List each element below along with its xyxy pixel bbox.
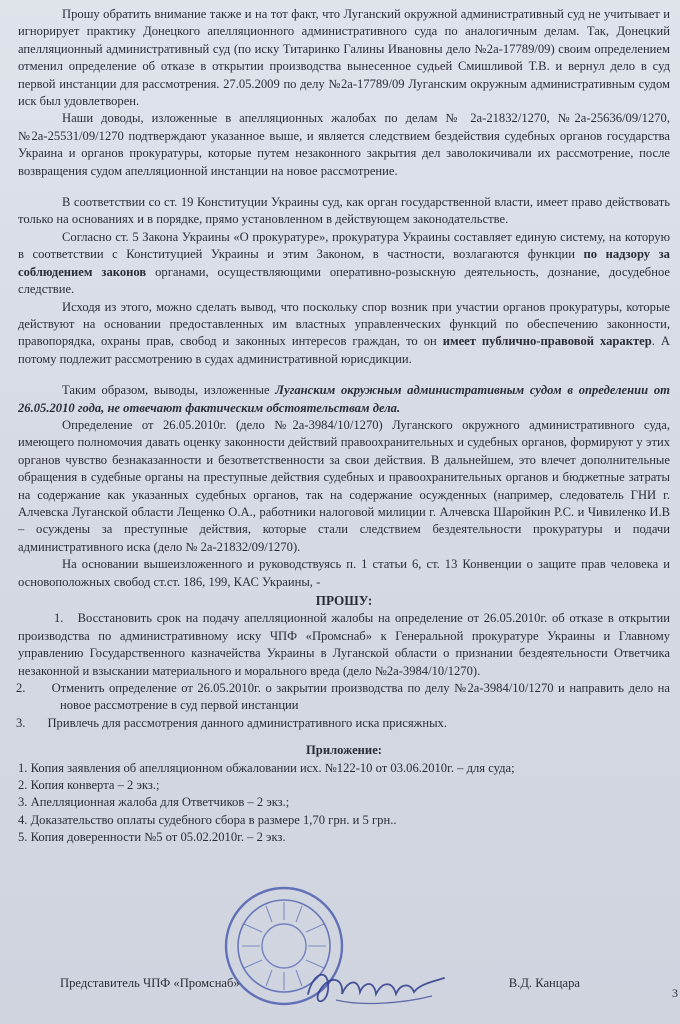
request-list (18, 610, 670, 732)
attachment-item: 1. Копия заявления об апелляционном обжаловании исх. №122-10 от 03.06.2010г. – для суда; (18, 760, 515, 775)
attachment-item: 2. Копия конверта – 2 экз.; (18, 778, 160, 793)
paragraph-conclusion: Исходя из этого, можно сделать вывод, что поскольку спор возник при участии органов прокуратуры, которые действуют на основании предоставленных им властных управленческих функций по обеспечению законности, правопорядка, охраны прав, свобод и законных интересов граждан, то он имеет публично-правовой характер. А потому подлежит рассмотрению в судах административной юрисдикции. (18, 299, 670, 366)
attachment-item: 5. Копия доверенности №5 от 05.02.2010г. – 2 экз. (18, 830, 286, 845)
request-item: 2. Отменить определение от 26.05.2010г. о закрытии производства по делу №2а-3984/10/1270 и направить дело на новое рассмотрение в суд первой инстанции (16, 681, 670, 713)
attachment-item: 3. Апелляционная жалоба для Ответчиков – 2 экз.; (18, 795, 290, 810)
attachment-item: 4. Доказательство оплаты судебного сбора в размере 1,70 грн. и 5 грн.. (18, 812, 397, 827)
attachments-title: Приложение: (306, 743, 382, 758)
signer-name: В.Д. Канцара (508, 976, 580, 990)
request-item: 3. Привлечь для рассмотрения данного административного иска присяжных. (16, 715, 448, 730)
page-number: 3 (672, 986, 678, 1000)
paragraph-constitution: В соответствии со ст. 19 Конституции Украины суд, как орган государственной власти, имеет право действовать только на основаниях и в порядке, прямо установленном в действующем законодательстве. (18, 195, 670, 227)
paragraph-basis: На основании вышеизложенного и руководствуясь п. 1 статьи 6, ст. 13 Конвенции о защите прав человека и основоположных свобод ст.ст. 186, 199, КАС Украины, - (18, 557, 670, 589)
request-item: 1. Восстановить срок на подачу апелляционной жалобы на определение от 26.05.2010г. об отказе в открытии производства по административному иску ЧПФ «Промснаб» к Генеральной прокуратуре Украины и Главному управлению Государственного казначейства Украины в Луганской области о признании бездеятельности Ответчика незаконной и взыскании материального и морального вреда (дело №2а-3984/10/1270). (18, 611, 670, 678)
emphasis-public-law: имеет публично-правовой характер (442, 334, 652, 349)
paragraph-summary: Таким образом, выводы, изложенные Луганским окружным административным судом в определении от 26.05.2010 года, не отвечают фактическим обстоятельствам дела. (18, 383, 670, 415)
paragraph-prosecutor-law: Согласно ст. 5 Закона Украины «О прокуратуре», прокуратура Украины составляет единую систему, на которую в соответствии с Конституцией Украины и этим Законом, в частности, возлагаются функции по надзору за соблюдением законов органами, осуществляющими оперативно-розыскную деятельность, дознание, досудебное следствие. (18, 229, 670, 297)
emphasis-supervision: по надзору за соблюдением законов (18, 247, 670, 279)
paragraph-practice: Прошу обратить внимание также и на тот факт, что Луганский окружной административный суд не учитывает и игнорирует практику Донецкого апелляционного административного суда по аналогичным делам. Так, Донецкий апелляционный административный суд (по иску Титаринко Галины Ивановны дело №2а-17789/09) своим определением отменил определение об отказе в открытии производства вынесенное судьей Смишливой Т.В. и вернул дело в суд первой инстанции для рассмотрения. 27.05.2009 по делу №2а-17789/09 Луганским окружным административным судом иск был удовлетворен. (18, 7, 670, 109)
signer-role: Представитель ЧПФ «Промснаб» (60, 976, 240, 990)
signature-row (60, 976, 580, 991)
emphasis-court-ruling: Луганским окружным административным судом в определении от 26.05.2010 года, не отвечают фактическим обстоятельствам дела. (18, 383, 670, 415)
paragraph-ruling: Определение от 26.05.2010г. (дело №2а-3984/10/1270) Луганского окружного административного суда, имеющего полномочия давать оценку законности действий правоохранительных и судебных органов, формируют у этих органов чувство безнаказанности и безответственности за свои действия. В дальнейшем, это влечет дополнительные обращения в судебные органы на преступные действия судебных и правоохранительных органов и бюджетные затраты на содержание как указанных судебных органов, так на содержание осужденных (например, следователь ГНИ г. Алчевска Луганской области Лещенко О.А., работники налоговой милиции г. Алчевска Шаройкин Р.С. и Чивиленко И.В – осуждены за преступные действия, которые стали следствием бездеятельности прокуратуры и подачи административного иска (дело № 2а-21832/09/1270). (18, 417, 670, 554)
attachments-list (18, 760, 670, 847)
paragraph-arguments: Наши доводы, изложенные в апелляционных жалобах по делам № 2а-21832/1270, №2а-25636/09/1270, №2а-25531/09/1270 подтверждают указанное выше, и является следствием бездействия судебных органов государства Украина и органов прокуратуры, которые путем незаконного закрытия дел заволокичивали их рассмотрение, после возвращения судом апелляционной инстанции на новое рассмотрение. (18, 111, 670, 178)
request-title: ПРОШУ: (315, 593, 373, 608)
document-body (18, 6, 670, 847)
